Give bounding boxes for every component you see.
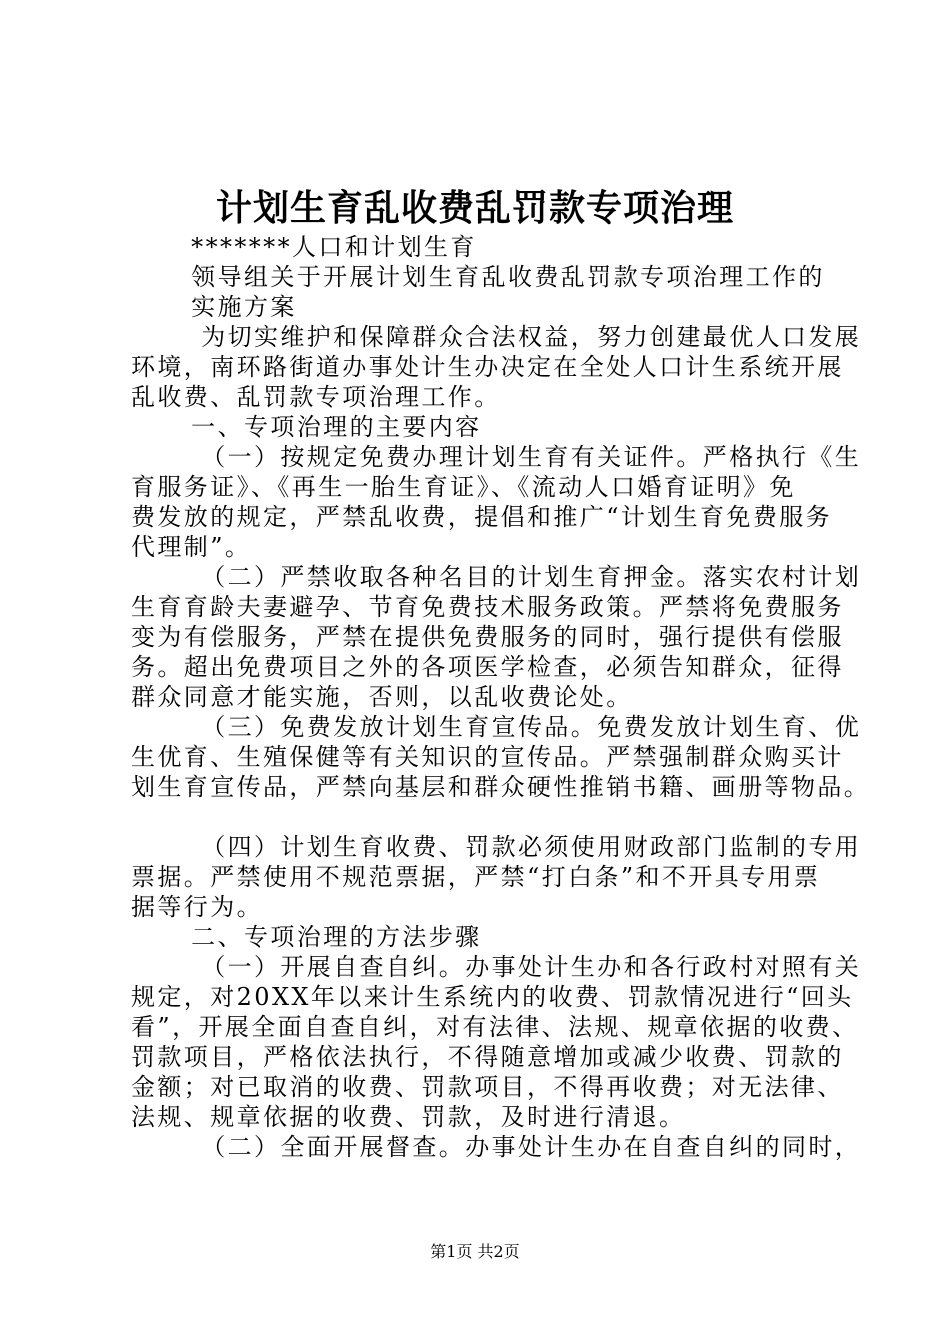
text-line: 金额；对已取消的收费、罚款项目，不得再收费；对无法律、 [131, 1073, 844, 1101]
text-line: 代理制”。 [131, 533, 252, 561]
document-title: 计划生育乱收费乱罚款专项治理 [215, 187, 734, 229]
text-line: （一）开展自查自纠。办事处计生办和各行政村对照有关 [131, 953, 862, 981]
text-line: 为切实维护和保障群众合法权益，努力创建最优人口发展 [131, 323, 862, 351]
text-line: （二）全面开展督查。办事处计生办在自查自纠的同时， [131, 1133, 862, 1161]
text-line: 乱收费、乱罚款专项治理工作。 [131, 383, 501, 411]
text-line: 育服务证》、《再生一胎生育证》、《流动人口婚育证明》免 [131, 473, 796, 501]
text-line: 规定，对20XX年以来计生系统内的收费、罚款情况进行“回头 [131, 983, 854, 1011]
text-line: 费发放的规定，严禁乱收费，提倡和推广“计划生育免费服务 [131, 503, 833, 531]
text-line: 务。超出免费项目之外的各项医学检查，必须告知群众，征得 [131, 653, 844, 681]
page-footer: 第1页 共2页 [430, 1242, 520, 1261]
text-line: （三）免费发放计划生育宣传品。免费发放计划生育、优 [131, 713, 862, 741]
text-line: 票据。严禁使用不规范票据，严禁“打白条”和不开具专用票 [131, 863, 821, 891]
text-line: 罚款项目，严格依法执行，不得随意增加或减少收费、罚款的 [131, 1043, 844, 1071]
text-line: 据等行为。 [131, 893, 263, 921]
text-line: *******人口和计划生育 [131, 233, 477, 261]
text-line: 看”，开展全面自查自纠，对有法律、法规、规章依据的收费、 [131, 1013, 859, 1041]
text-line: 变为有偿服务，严禁在提供免费服务的同时，强行提供有偿服 [131, 623, 844, 651]
blank-line [131, 802, 831, 832]
section-heading: 二、专项治理的方法步骤 [131, 923, 482, 951]
text-line: （一）按规定免费办理计划生育有关证件。严格执行《生 [131, 443, 862, 471]
text-line: 实施方案 [131, 293, 297, 321]
section-heading: 一、专项治理的主要内容 [131, 413, 482, 441]
text-line: 法规、规章依据的收费、罚款，及时进行清退。 [131, 1103, 686, 1131]
text-line: 群众同意才能实施，否则，以乱收费论处。 [131, 683, 633, 711]
document-body [131, 232, 871, 1162]
text-line: 划生育宣传品，严禁向基层和群众硬性推销书籍、画册等物品。 [131, 773, 871, 801]
text-line: 生育育龄夫妻避孕、节育免费技术服务政策。严禁将免费服务 [131, 593, 844, 621]
text-line: 领导组关于开展计划生育乱收费乱罚款专项治理工作的 [131, 263, 825, 291]
text-line: （二）严禁收取各种名目的计划生育押金。落实农村计划 [131, 563, 862, 591]
text-line: （四）计划生育收费、罚款必须使用财政部门监制的专用 [131, 833, 862, 861]
text-line: 环境，南环路街道办事处计生办决定在全处人口计生系统开展 [131, 353, 844, 381]
text-line: 生优育、生殖保健等有关知识的宣传品。严禁强制群众购买计 [131, 743, 844, 771]
